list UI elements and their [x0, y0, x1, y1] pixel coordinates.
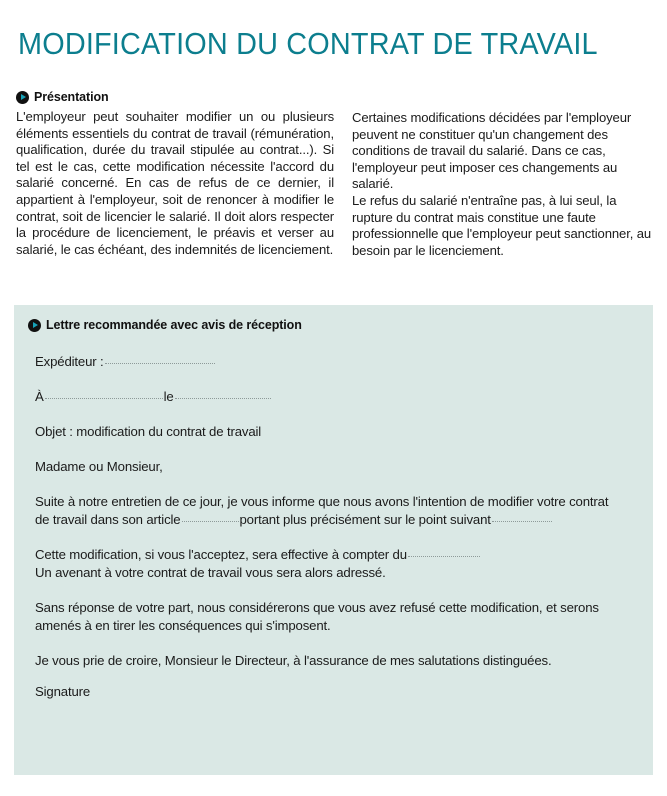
body-paragraph-1-line-1: Suite à notre entretien de ce jour, je vous informe que nous avons l'intention de modifier votre contrat [35, 494, 609, 509]
presentation-left-column [16, 109, 334, 258]
effective-date-text: Cette modification, si vous l'acceptez, sera effective à compter du [35, 547, 407, 562]
presentation-right-column [352, 109, 654, 259]
sender-label: Expéditeur : [35, 354, 104, 369]
body-paragraph-2-line-2: Un avenant à votre contrat de travail vous sera alors adressé. [35, 565, 386, 580]
subject-line: Objet : modification du contrat de travail [35, 424, 262, 439]
sender-field-row [35, 353, 637, 370]
article-text-after: portant plus précisément sur le point suivant [239, 512, 491, 527]
presentation-heading-label: Présentation [34, 90, 109, 104]
presentation-heading [16, 90, 654, 104]
point-blank[interactable] [492, 512, 552, 522]
place-label: À [35, 389, 44, 404]
place-date-field-row [35, 388, 637, 405]
page-title: MODIFICATION DU CONTRAT DE TRAVAIL [18, 26, 598, 61]
article-text-before: de travail dans son article [35, 512, 181, 527]
closing-line: Je vous prie de croire, Monsieur le Directeur, à l'assurance de mes salutations distinguées. [35, 653, 552, 668]
signature-label: Signature [35, 684, 91, 699]
body-paragraph-1-line-2 [35, 511, 637, 528]
presentation-right-paragraph-1: Certaines modifications décidées par l'employeur peuvent ne constituer qu'un changement des conditions de travail du salarié. Dans ce cas, l'employeur peut imposer ces changements au salarié. [352, 110, 632, 192]
letter-template-box [14, 305, 653, 775]
play-bullet-icon [16, 91, 29, 104]
sender-blank[interactable] [105, 354, 215, 364]
date-label: le [163, 389, 174, 404]
article-blank[interactable] [182, 512, 239, 522]
presentation-columns [16, 109, 654, 259]
body-paragraph-3-line-1: Sans réponse de votre part, nous considérerons que vous avez refusé cette modification, et serons [35, 600, 599, 615]
date-blank[interactable] [175, 389, 271, 399]
body-paragraph-3-line-2: amenés à en tirer les conséquences qui s'imposent. [35, 618, 331, 633]
presentation-section [16, 90, 654, 259]
effective-date-blank[interactable] [408, 547, 480, 557]
salutation-line: Madame ou Monsieur, [35, 459, 163, 474]
presentation-left-paragraph: L'employeur peut souhaiter modifier un ou plusieurs éléments essentiels du contrat de travail (rémunération, qualification, durée du travail stipulée au contrat...). Si tel est le cas, cette modification nécessite l'accord du salarié concerné. En cas de refus de ce dernier, il appartient à l'employeur, soit de renoncer à modifier le contrat, soit de licencier le salarié. Il doit alors respecter la procédure de licenciement, le préavis et verser au salarié, le cas échéant, des indemnités de licenciement. [16, 109, 334, 257]
body-paragraph-2-line-1 [35, 546, 637, 563]
play-bullet-icon [28, 319, 41, 332]
place-blank[interactable] [45, 389, 163, 399]
letter-heading [28, 318, 637, 332]
letter-heading-label: Lettre recommandée avec avis de réception [46, 318, 302, 332]
presentation-right-paragraph-2: Le refus du salarié n'entraîne pas, à lui seul, la rupture du contrat mais constitue une faute professionnelle que l'employeur peut sanctionner, au besoin par le licenciement. [352, 192, 652, 258]
